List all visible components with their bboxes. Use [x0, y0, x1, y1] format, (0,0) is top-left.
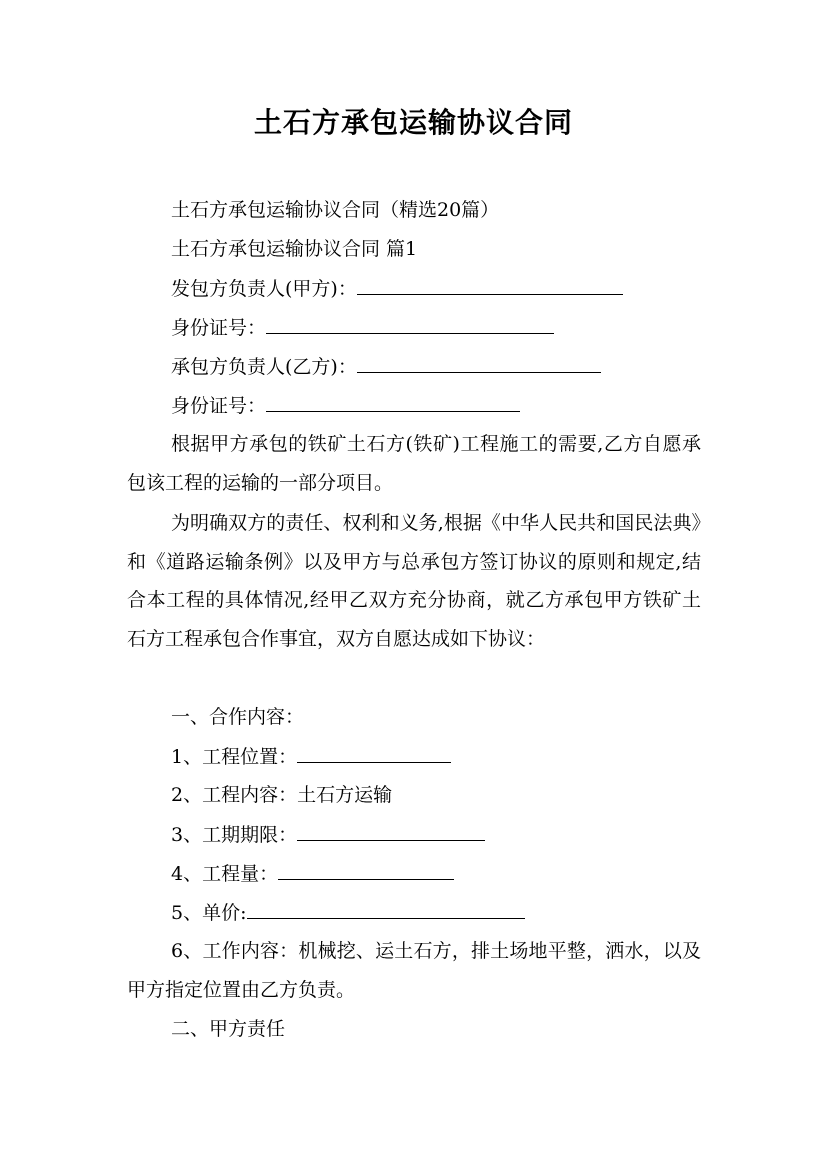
- item-5-blank: [247, 900, 525, 919]
- party-a-blank: [357, 276, 623, 295]
- document-subtitle: 土石方承包运输协议合同（精选20篇）: [171, 199, 500, 221]
- clause-2-heading: 二、甲方责任: [171, 1018, 286, 1040]
- party-a-label: 发包方负责人(甲方)：: [171, 278, 357, 300]
- page-title: 土石方承包运输协议合同: [253, 106, 573, 139]
- item-3-row: [171, 822, 485, 847]
- paragraph-work-content: 6、工作内容：机械挖、运土石方，排土场地平整，洒水，以及甲方指定位置由乙方负责。: [127, 940, 701, 1001]
- item-4-blank: [278, 861, 454, 880]
- item-3-label: 3、工期期限：: [171, 824, 298, 846]
- id-b-label: 身份证号：: [171, 395, 267, 417]
- item-5-label: 5、单价:: [171, 902, 247, 924]
- id-a-row: [171, 315, 554, 340]
- item-1-blank: [297, 744, 451, 763]
- item-1-row: [171, 744, 451, 769]
- item-4-row: [171, 861, 454, 886]
- item-5-row: [171, 900, 525, 925]
- item-3-blank: [297, 822, 485, 841]
- clause-1-heading: 一、合作内容：: [171, 706, 305, 728]
- paragraph-project-need: 根据甲方承包的铁矿土石方(铁矿)工程施工的需要,乙方自愿承包该工程的运输的一部分项目。: [127, 433, 701, 494]
- item-4-label: 4、工程量：: [171, 863, 279, 885]
- section-heading: 土石方承包运输协议合同 篇1: [171, 238, 418, 260]
- party-b-row: [171, 354, 601, 379]
- id-b-blank: [266, 393, 520, 412]
- item-2-row: 2、工程内容：土石方运输: [171, 784, 393, 806]
- paragraph-agreement-basis: 为明确双方的责任、权利和义务,根据《中华人民共和国民法典》和《道路运输条例》以及甲方与总承包方签订协议的原则和规定,结合本工程的具体情况,经甲乙双方充分协商，就乙方承包甲方铁矿土石方工程承包合作事宜，双方自愿达成如下协议：: [127, 512, 701, 651]
- party-a-row: [171, 276, 623, 301]
- id-a-blank: [266, 315, 554, 334]
- id-a-label: 身份证号：: [171, 317, 267, 339]
- id-b-row: [171, 393, 520, 418]
- item-1-label: 1、工程位置：: [171, 746, 298, 768]
- party-b-blank: [357, 354, 601, 373]
- party-b-label: 承包方负责人(乙方)：: [171, 356, 357, 378]
